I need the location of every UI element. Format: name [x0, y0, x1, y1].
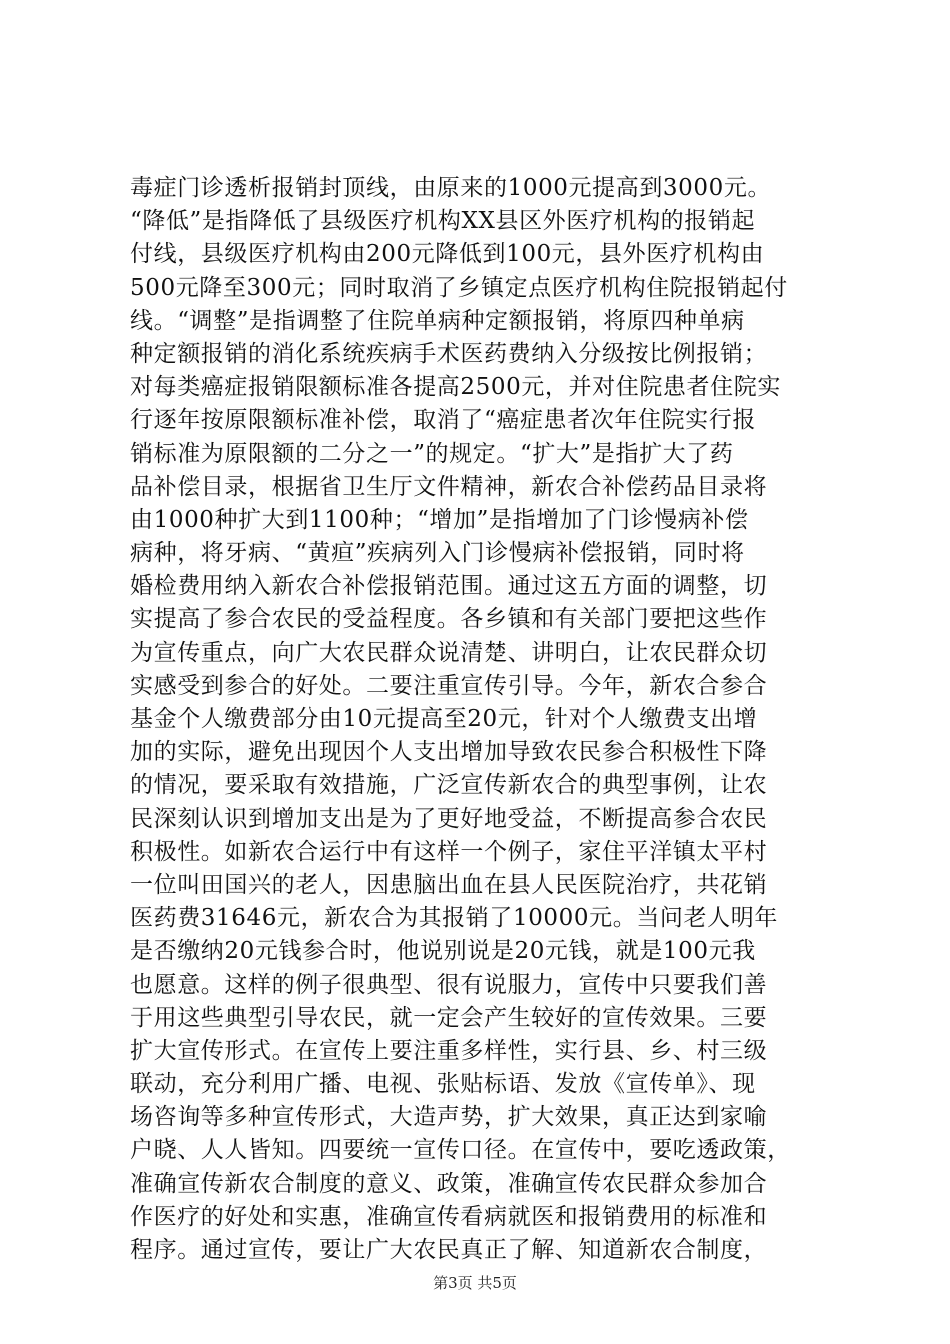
body-text: [130, 172, 830, 1267]
text-line: 的情况，要采取有效措施，广泛宣传新农合的典型事例，让农: [130, 772, 768, 799]
text-line: 积极性。如新农合运行中有这样一个例子，家住平洋镇太平村: [130, 838, 768, 865]
text-line: 也愿意。这样的例子很典型、很有说服力，宣传中只要我们善: [130, 971, 768, 998]
text-line: 户晓、人人皆知。四要统一宣传口径。在宣传中，要吃透政策，: [130, 1137, 791, 1164]
text-line: 程序。通过宣传，要让广大农民真正了解、知道新农合制度，: [130, 1237, 768, 1263]
text-line: 联动，充分利用广播、电视、张贴标语、发放《宣传单》、现: [130, 1071, 756, 1098]
text-line: 销标准为原限额的二分之一”的规定。“扩大”是指扩大了药: [130, 440, 734, 467]
text-line: 于用这些典型引导农民，就一定会产生较好的宣传效果。三要: [130, 1004, 768, 1031]
text-line: 实提高了参合农民的受益程度。各乡镇和有关部门要把这些作: [130, 606, 768, 633]
text-line: 种定额报销的消化系统疾病手术医药费纳入分级按比例报销；: [130, 340, 768, 367]
text-line: 加的实际，避免出现因个人支出增加导致农民参合积极性下降: [130, 739, 768, 766]
text-line: 由1000种扩大到1100种；“增加”是指增加了门诊慢病补偿: [130, 506, 749, 533]
text-line: “降低”是指降低了县级医疗机构XX县区外医疗机构的报销起: [130, 208, 756, 235]
text-line: 为宣传重点，向广大农民群众说清楚、讲明白，让农民群众切: [130, 639, 768, 666]
text-line: 场咨询等多种宣传形式，大造声势，扩大效果，真正达到家喻: [130, 1104, 768, 1131]
page-footer: 第3页 共5页: [433, 1274, 517, 1292]
text-line: 扩大宣传形式。在宣传上要注重多样性，实行县、乡、村三级: [130, 1037, 768, 1064]
text-line: 品补偿目录，根据省卫生厅文件精神，新农合补偿药品目录将: [130, 473, 768, 500]
text-line: 病种，将牙病、“黄疸”疾病列入门诊慢病补偿报销，同时将: [130, 540, 745, 567]
text-line: 对每类癌症报销限额标准各提高2500元，并对住院患者住院实: [130, 374, 781, 401]
text-line: 500元降至300元；同时取消了乡镇定点医疗机构住院报销起付: [130, 274, 788, 301]
text-line: 行逐年按原限额标准补偿，取消了“癌症患者次年住院实行报: [130, 407, 756, 434]
text-line: 是否缴纳20元钱参合时，他说别说是20元钱，就是100元我: [130, 938, 756, 965]
text-line: 准确宣传新农合制度的意义、政策，准确宣传农民群众参加合: [130, 1170, 768, 1197]
text-line: 民深刻认识到增加支出是为了更好地受益，不断提高参合农民: [130, 805, 768, 832]
text-line: 基金个人缴费部分由10元提高至20元，针对个人缴费支出增: [130, 706, 758, 732]
text-line: 毒症门诊透析报销封顶线，由原来的1000元提高到3000元。: [130, 175, 772, 201]
text-line: 婚检费用纳入新农合补偿报销范围。通过这五方面的调整，切: [130, 573, 768, 600]
text-line: 作医疗的好处和实惠，准确宣传看病就医和报销费用的标准和: [130, 1203, 768, 1230]
text-line: 实感受到参合的好处。二要注重宣传引导。今年，新农合参合: [130, 672, 768, 699]
text-line: 线。“调整”是指调整了住院单病种定额报销，将原四种单病: [130, 307, 745, 334]
text-line: 付线，县级医疗机构由200元降低到100元，县外医疗机构由: [130, 241, 765, 268]
text-line: 一位叫田国兴的老人，因患脑出血在县人民医院治疗，共花销: [130, 871, 768, 898]
text-line: 医药费31646元，新农合为其报销了10000元。当问老人明年: [130, 905, 778, 932]
